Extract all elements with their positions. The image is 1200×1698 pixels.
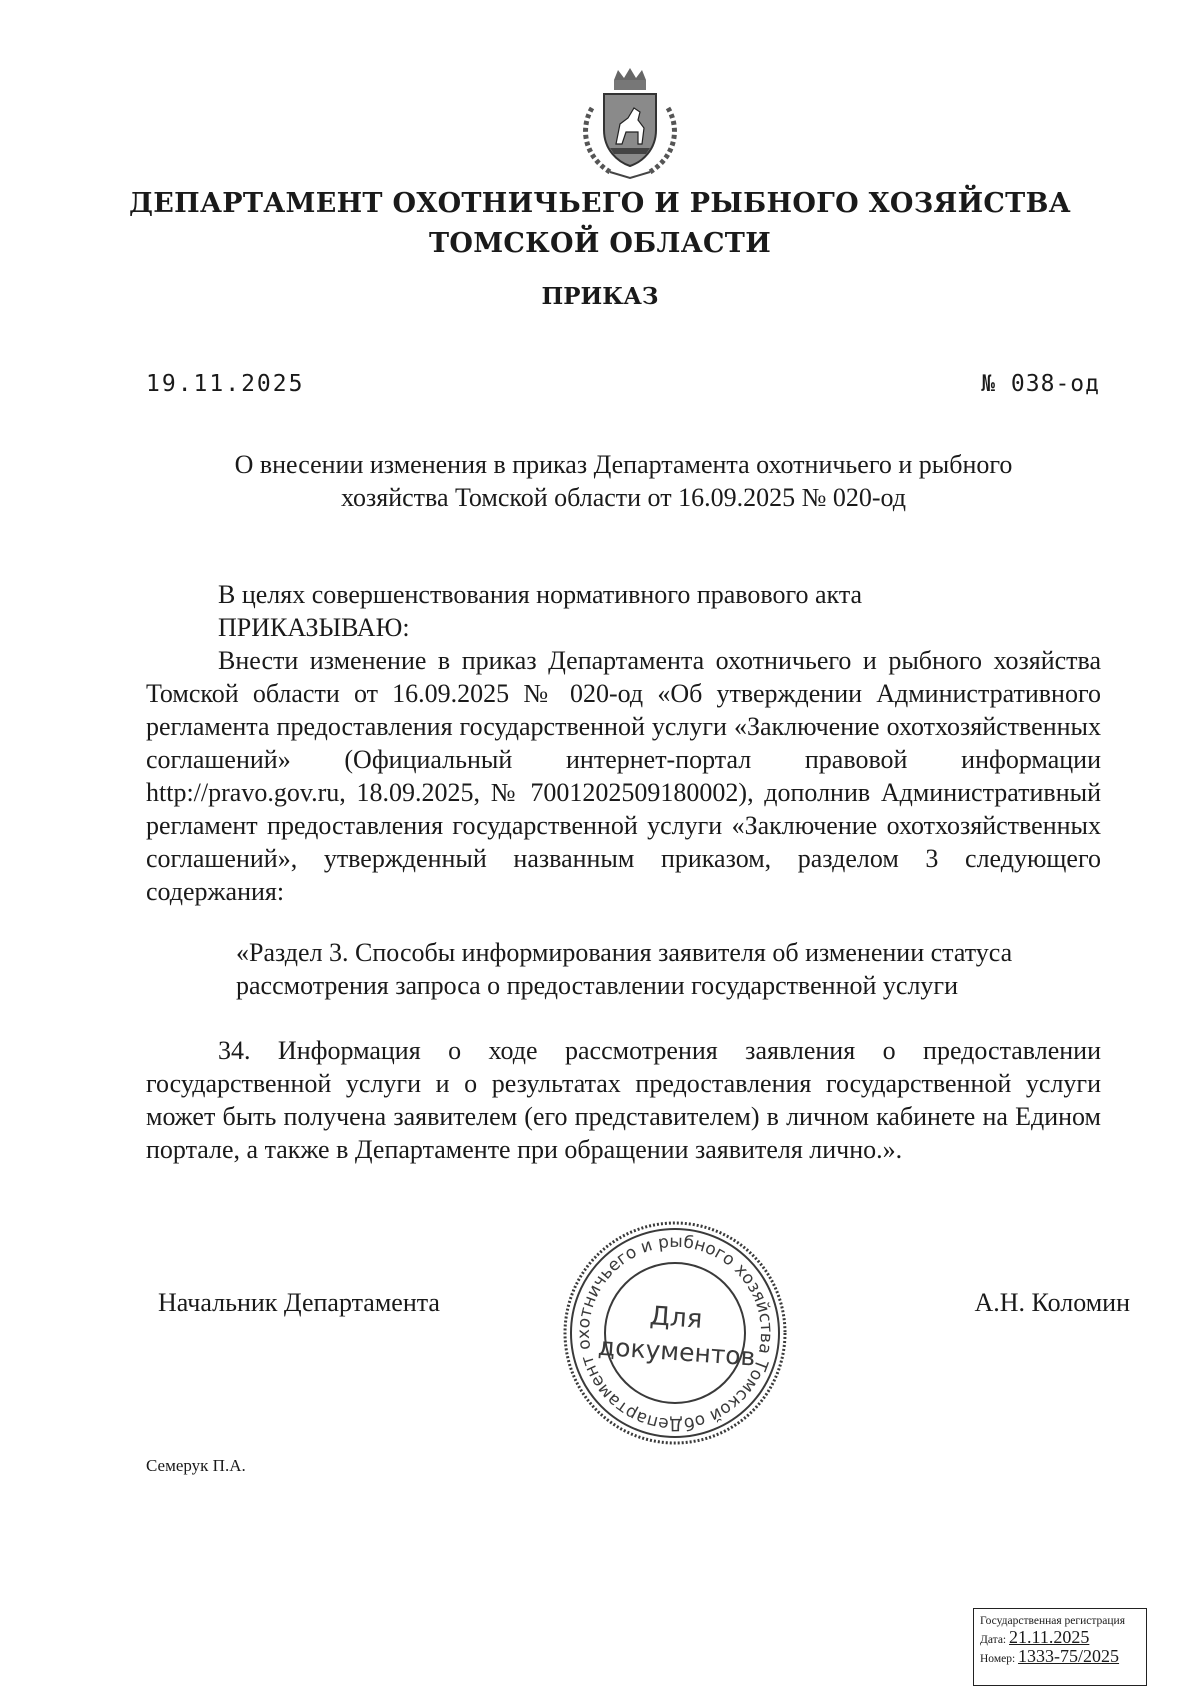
order-paragraph: Внести изменение в приказ Департамента охотничьего и рыбного хозяйства Томской области от 16.09.2025 № 020-од «Об утверждении Административного регламента предоставления государственной услуги «Заключение охотхозяйственных соглашений» (Официальный интернет-портал правовой информации http://pravo.gov.ru, 18.09.2025, № 7001202509180002), дополнив Административный регламент предоставления государственной услуги «Заключение охотхозяйственных соглашений», утвержденный названным приказом, разделом 3 следующего содержания: [146, 646, 1101, 906]
registration-number-label: Номер: [980, 1653, 1016, 1665]
seal-center-line1: Для [648, 1301, 704, 1335]
subject-line1: О внесении изменения в приказ Департамента охотничьего и рыбного [234, 450, 1013, 479]
signatory-name: А.Н. Коломин [974, 1288, 1130, 1317]
executor-name: Семерук П.А. [146, 1456, 246, 1475]
clause-34: 34. Информация о ходе рассмотрения заявления о предоставлении государственной услуги и о результатах предоставления государственной услуги может быть получена заявителем (его представителем) в личном кабинете на Едином портале, а также в Департаменте при обращении заявителя лично.». [146, 1036, 1101, 1164]
order-word: ПРИКАЗЫВАЮ: [218, 613, 410, 642]
document-number: № 038-од [981, 371, 1100, 397]
organization-name [0, 184, 1200, 264]
signatory-position: Начальник Департамента [158, 1288, 440, 1317]
section-heading: «Раздел 3. Способы информирования заявителя об изменении статуса рассмотрения запроса о предоставлении государственной услуги [236, 938, 1013, 1000]
preamble: В целях совершенствования нормативного правового акта [218, 580, 863, 609]
seal-center-line2: документов [597, 1331, 757, 1372]
organization-name-line1: ДЕПАРТАМЕНТ ОХОТНИЧЬЕГО И РЫБНОГО ХОЗЯЙСТВА [129, 188, 1071, 219]
registration-date-label: Дата: [980, 1634, 1007, 1646]
svg-text:Департамент охотничьего и рыбн [560, 1223, 786, 1448]
coat-of-arms-icon [570, 68, 690, 180]
subject-line2: хозяйства Томской области от 16.09.2025 № 020-од [340, 483, 907, 512]
registration-title: Государственная регистрация [980, 1615, 1125, 1627]
document-type: ПРИКАЗ [541, 283, 659, 310]
organization-name-line2: ТОМСКОЙ ОБЛАСТИ [428, 228, 772, 259]
document-date: 19.11.2025 [146, 371, 305, 397]
registration-date: 21.11.2025 [1009, 1627, 1090, 1647]
official-seal [560, 1218, 790, 1448]
registration-stamp [973, 1608, 1147, 1686]
seal-ring-text: Департамент охотничьего и рыбного хозяйства Томской области [573, 1231, 777, 1435]
registration-number: 1333-75/2025 [1018, 1646, 1120, 1666]
document-subject [146, 448, 1101, 514]
